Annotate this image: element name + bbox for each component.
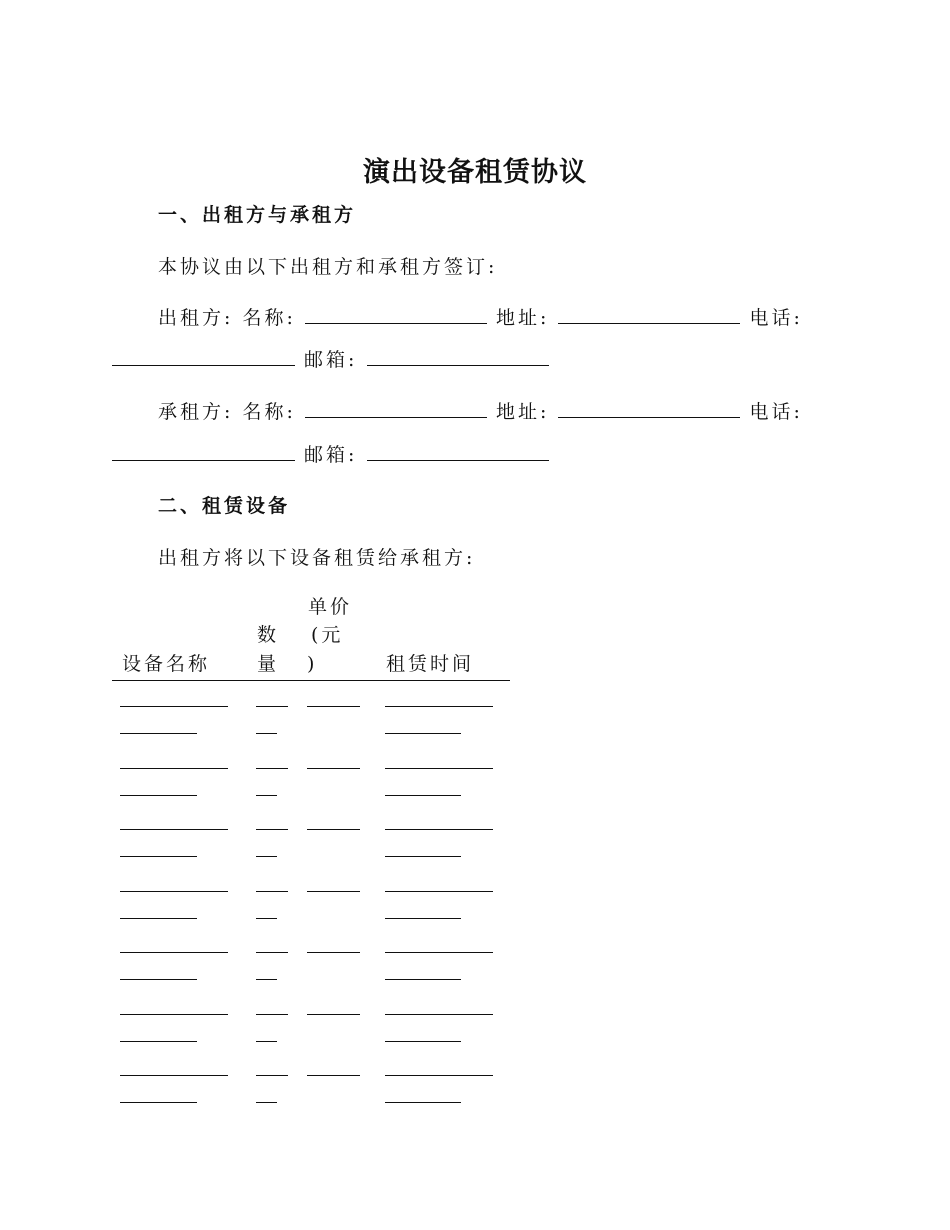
lessee-line-1: [158, 397, 803, 424]
equipment-name-blank[interactable]: [120, 952, 228, 953]
quantity-blank[interactable]: [256, 829, 288, 830]
section2-intro: 出租方将以下设备租赁给承租方:: [158, 547, 476, 569]
equipment-name-blank-continued[interactable]: [120, 733, 197, 734]
equipment-name-blank-continued[interactable]: [120, 1102, 197, 1103]
unit-price-blank[interactable]: [307, 706, 360, 707]
column-header-unit-price-line2: (元: [311, 624, 344, 646]
quantity-blank[interactable]: [256, 1014, 288, 1015]
column-header-quantity-line2: 量: [257, 653, 280, 675]
equipment-name-blank[interactable]: [120, 829, 228, 830]
lessee-phone-label: 电话:: [749, 401, 803, 423]
unit-price-blank[interactable]: [307, 952, 360, 953]
equipment-name-blank[interactable]: [120, 1014, 228, 1015]
rental-time-blank[interactable]: [385, 706, 493, 707]
lessor-address-field[interactable]: [558, 307, 740, 324]
quantity-blank[interactable]: [256, 706, 288, 707]
lessee-email-field[interactable]: [367, 444, 549, 461]
quantity-blank-continued[interactable]: [256, 1041, 277, 1042]
lessor-name-field[interactable]: [305, 307, 487, 324]
rental-time-blank-continued[interactable]: [385, 795, 461, 796]
quantity-blank[interactable]: [256, 891, 288, 892]
section2-heading: 二、租赁设备: [158, 495, 291, 517]
equipment-name-blank[interactable]: [120, 891, 228, 892]
unit-price-blank[interactable]: [307, 1014, 360, 1015]
unit-price-blank[interactable]: [307, 1075, 360, 1076]
equipment-name-blank[interactable]: [120, 1075, 228, 1076]
column-header-rental-time: 租赁时间: [386, 653, 475, 675]
lessor-email-label: 邮箱:: [304, 349, 358, 371]
lessor-line-1: [158, 303, 803, 330]
lessee-name-label: 名称:: [242, 401, 296, 423]
rental-time-blank-continued[interactable]: [385, 1041, 461, 1042]
rental-time-blank[interactable]: [385, 952, 493, 953]
lessor-phone-field[interactable]: [112, 349, 295, 366]
rental-time-blank-continued[interactable]: [385, 1102, 461, 1103]
rental-time-blank[interactable]: [385, 768, 493, 769]
equipment-name-blank[interactable]: [120, 706, 228, 707]
equipment-name-blank[interactable]: [120, 768, 228, 769]
quantity-blank-continued[interactable]: [256, 918, 277, 919]
table-header-rule: [112, 680, 510, 681]
equipment-name-blank-continued[interactable]: [120, 856, 197, 857]
lessee-address-field[interactable]: [558, 401, 740, 418]
equipment-name-blank-continued[interactable]: [120, 1041, 197, 1042]
unit-price-blank[interactable]: [307, 768, 360, 769]
rental-time-blank[interactable]: [385, 1075, 493, 1076]
section1-heading: 一、出租方与承租方: [158, 204, 357, 226]
lessee-address-label: 地址:: [495, 401, 550, 423]
section1-intro: 本协议由以下出租方和承租方签订:: [158, 256, 498, 278]
rental-time-blank-continued[interactable]: [385, 918, 461, 919]
quantity-blank-continued[interactable]: [256, 1102, 277, 1103]
rental-time-blank[interactable]: [385, 1014, 493, 1015]
rental-time-blank-continued[interactable]: [385, 733, 461, 734]
equipment-name-blank-continued[interactable]: [120, 979, 197, 980]
lessor-label: 出租方:: [158, 307, 234, 329]
quantity-blank-continued[interactable]: [256, 856, 277, 857]
lessor-phone-label: 电话:: [749, 307, 803, 329]
lessee-phone-field[interactable]: [112, 444, 295, 461]
lessor-name-label: 名称:: [242, 307, 296, 329]
unit-price-blank[interactable]: [307, 829, 360, 830]
quantity-blank-continued[interactable]: [256, 733, 277, 734]
quantity-blank[interactable]: [256, 768, 288, 769]
rental-time-blank[interactable]: [385, 891, 493, 892]
lessee-name-field[interactable]: [305, 401, 487, 418]
lessee-email-label: 邮箱:: [304, 444, 358, 466]
lessor-line-2: [112, 345, 549, 372]
lessee-label: 承租方:: [158, 401, 234, 423]
rental-time-blank[interactable]: [385, 829, 493, 830]
column-header-unit-price-line3: ): [307, 653, 318, 675]
rental-time-blank-continued[interactable]: [385, 979, 461, 980]
quantity-blank[interactable]: [256, 1075, 288, 1076]
unit-price-blank[interactable]: [307, 891, 360, 892]
column-header-equipment-name: 设备名称: [122, 653, 211, 675]
rental-time-blank-continued[interactable]: [385, 856, 461, 857]
equipment-name-blank-continued[interactable]: [120, 795, 197, 796]
quantity-blank[interactable]: [256, 952, 288, 953]
lessee-line-2: [112, 440, 549, 467]
document-title: 演出设备租赁协议: [363, 157, 587, 188]
lessor-email-field[interactable]: [367, 349, 549, 366]
lessor-address-label: 地址:: [495, 307, 550, 329]
quantity-blank-continued[interactable]: [256, 795, 277, 796]
equipment-name-blank-continued[interactable]: [120, 918, 197, 919]
quantity-blank-continued[interactable]: [256, 979, 277, 980]
column-header-unit-price-line1: 单价: [308, 596, 353, 618]
column-header-quantity-line1: 数: [257, 624, 280, 646]
